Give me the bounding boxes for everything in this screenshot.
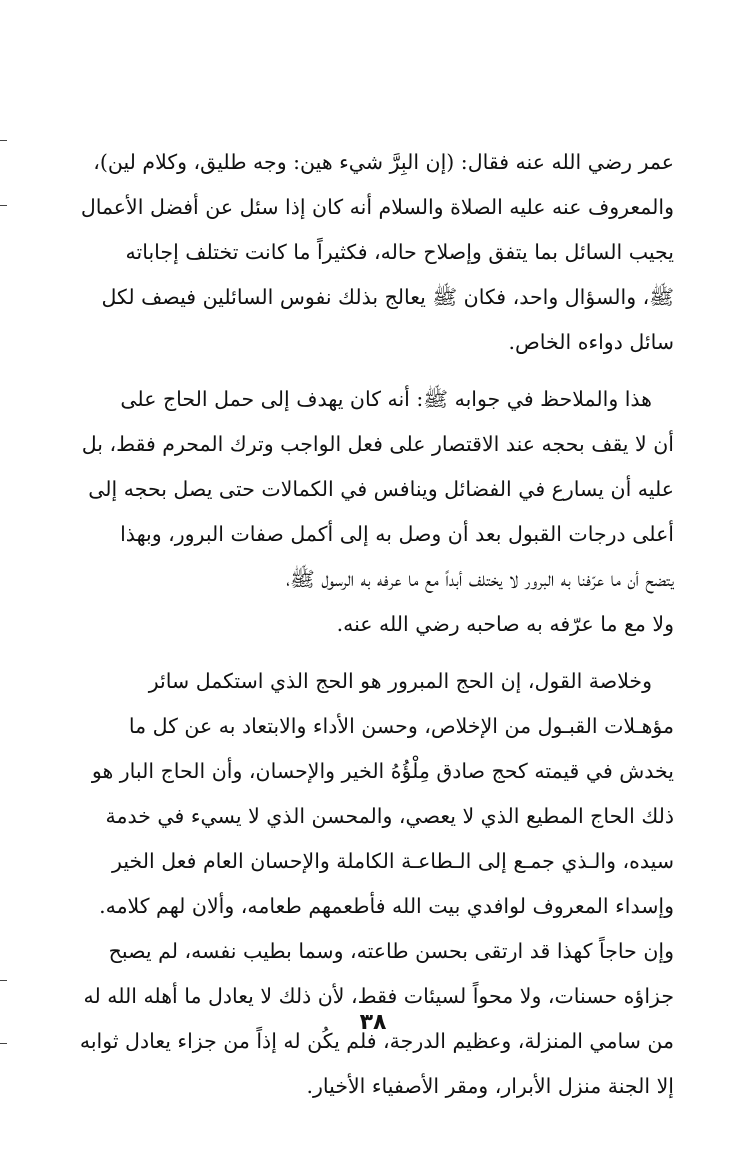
text-line: يخدش في قيمته كحج صادق مِلْؤُهُ الخير والإحسان، وأن الحاج البار هو [91, 759, 674, 783]
text-line: ﷺ، والسؤال واحد، فكان ﷺ يعالج بذلك نفوس السائلين فيصف لكل [101, 285, 674, 309]
margin-tick-mark [0, 1043, 7, 1044]
text-line: أعلى درجات القبول بعد أن وصل به إلى أكمل صفات البرور، وبهذا [120, 522, 674, 546]
text-line: سائل دواءه الخاص. [508, 330, 674, 354]
text-line: والمعروف عنه عليه الصلاة والسلام أنه كان إذا سئل عن أفضل الأعمال [80, 195, 674, 219]
paragraph-2 [78, 377, 674, 647]
text-line: وخلاصة القول، إن الحج المبرور هو الحج الذي استكمل سائر [148, 669, 652, 693]
text-line: يجيب السائل بما يتفق وإصلاح حاله، فكثيراً ما كانت تختلف إجاباته [125, 240, 674, 264]
text-line: من سامي المنزلة، وعظيم الدرجة، فلم يكُن له إذاً من جزاء يعادل ثوابه [79, 1029, 674, 1053]
text-line: يتضح أن ما عرّفنا به البرور لا يختلف أبداً مع ما عرفه به الرسول ﷺ، [286, 567, 674, 591]
text-line: عمر رضي الله عنه فقال: (إن البِرَّ شيء هين: وجه طليق، وكلام لين)، [93, 150, 674, 174]
text-line: عليه أن يسارع في الفضائل وينافس في الكمالات حتى يصل بحجه إلى [88, 477, 674, 501]
body-text [78, 140, 674, 1109]
paragraph-3 [78, 659, 674, 1109]
text-line: هذا والملاحظ في جوابه ﷺ: أنه كان يهدف إلى حمل الحاج على [120, 387, 652, 411]
text-line: أن لا يقف بحجه عند الاقتصار على فعل الواجب وترك المحرم فقط، بل [81, 432, 674, 456]
text-line: إلا الجنة منزل الأبرار، ومقر الأصفياء الأخيار. [306, 1074, 674, 1098]
margin-tick-mark [0, 980, 7, 981]
text-line: ذلك الحاج المطيع الذي لا يعصي، والمحسن الذي لا يسيء في خدمة [105, 804, 674, 828]
text-line: وإسداء المعروف لوافدي بيت الله فأطعمهم طعامه، وألان لهم كلامه. [99, 894, 674, 918]
margin-tick-mark [0, 205, 7, 206]
paragraph-1 [78, 140, 674, 365]
text-line: وإن حاجاً كهذا قد ارتقى بحسن طاعته، وسما بطيب نفسه، لم يصبح [108, 939, 674, 963]
text-line: ولا مع ما عرّفه به صاحبه رضي الله عنه. [336, 612, 674, 636]
margin-tick-mark [0, 140, 7, 141]
text-line: مؤهـلات القبـول من الإخلاص، وحسن الأداء والابتعاد به عن كل ما [128, 714, 674, 738]
text-line: جزاؤه حسنات، ولا محواً لسيئات فقط، لأن ذلك لا يعادل ما أهله الله له [83, 984, 674, 1008]
page-number: ٣٨ [359, 1010, 387, 1035]
text-line: سيده، والـذي جمـع إلى الـطاعـة الكاملة والإحسان العام فعل الخير [112, 849, 674, 873]
